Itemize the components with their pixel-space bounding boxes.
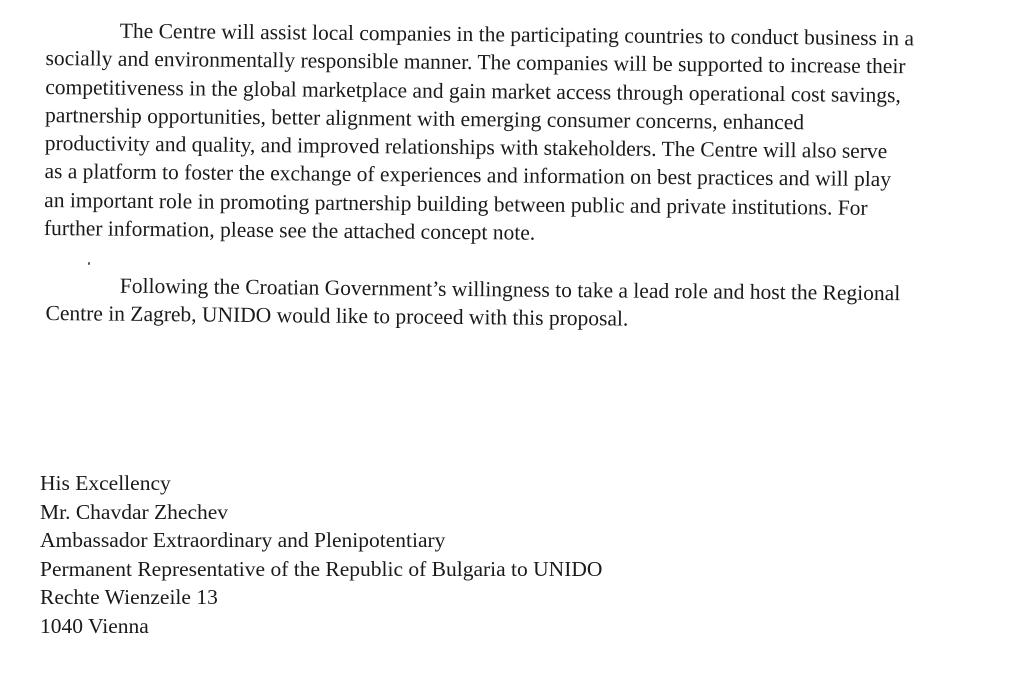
paragraph-line: as a platform to foster the exchange of experiences and information on best practices and will play bbox=[44, 159, 892, 192]
paragraph-croatian-government bbox=[45, 271, 1030, 337]
paragraph-line: partnership opportunities, better alignment with emerging consumer concerns, enhanced bbox=[44, 102, 805, 135]
paragraph-line: further information, please see the attached concept note. bbox=[43, 216, 536, 245]
paragraph-line: productivity and quality, and improved relationships with stakeholders. The Centre will also serve bbox=[44, 131, 888, 164]
recipient-address-block bbox=[40, 469, 602, 641]
paragraph-centre-assistance bbox=[44, 16, 1031, 252]
paragraph-line: socially and environmentally responsible manner. The companies will be supported to increase their bbox=[45, 46, 906, 79]
scan-speck bbox=[88, 262, 90, 265]
paragraph-line: competitiveness in the global marketplace and gain market access through operational cost savings, bbox=[45, 74, 901, 107]
address-position: Permanent Representative of the Republic of Bulgaria to UNIDO bbox=[40, 556, 603, 581]
address-street: Rechte Wienzeile 13 bbox=[40, 585, 218, 610]
address-city: 1040 Vienna bbox=[40, 613, 149, 638]
address-name: Mr. Chavdar Zhechev bbox=[40, 499, 229, 524]
address-title: Ambassador Extraordinary and Plenipotentiary bbox=[40, 528, 446, 553]
paragraph-line: Centre in Zagreb, UNIDO would like to proceed with this proposal. bbox=[45, 301, 629, 331]
paragraph-line: The Centre will assist local companies in the participating countries to conduct business in a bbox=[119, 18, 915, 51]
paragraph-line: Following the Croatian Government’s willingness to take a lead role and host the Regional bbox=[119, 273, 901, 306]
address-salutation: His Excellency bbox=[40, 471, 171, 495]
paragraph-line: an important role in promoting partnership building between public and private institutions. For bbox=[44, 187, 868, 220]
